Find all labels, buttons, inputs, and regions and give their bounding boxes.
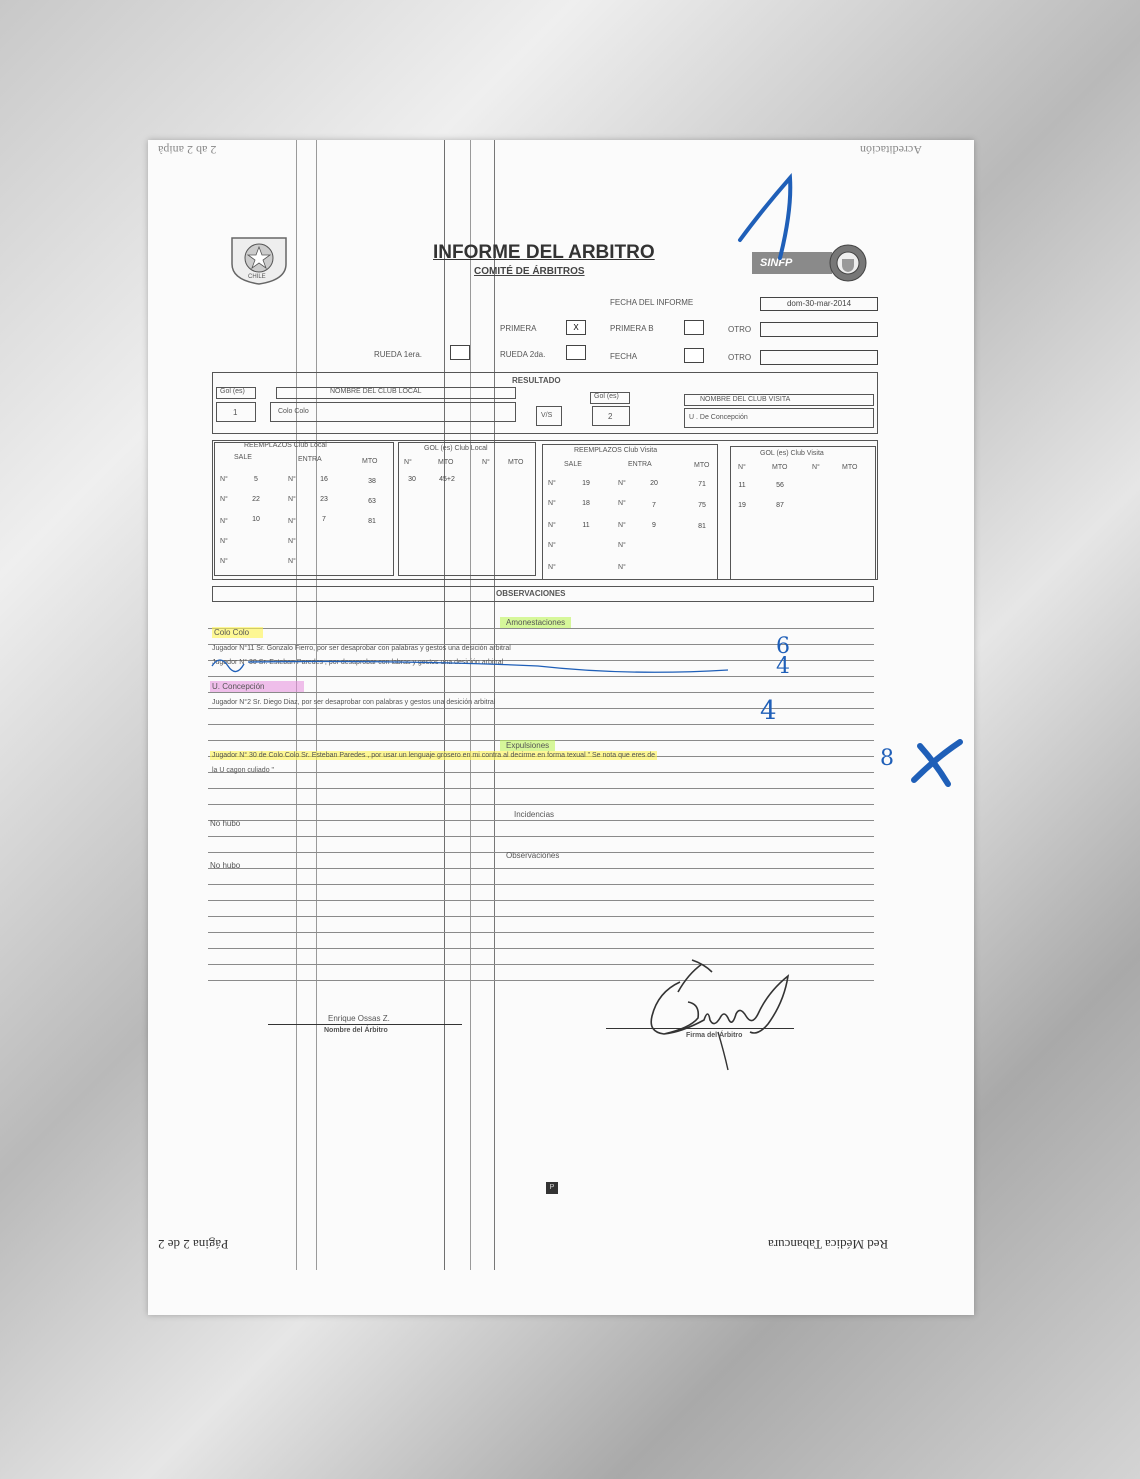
rueda2-label: RUEDA 2da.	[500, 350, 546, 359]
scribble-strike	[208, 652, 768, 676]
page-title: INFORME DEL ARBITRO	[433, 242, 655, 263]
visit-goals: 2	[608, 412, 613, 421]
resultado-title: RESULTADO	[512, 376, 561, 385]
n-label: N°	[220, 558, 228, 565]
rueda1-checkbox	[450, 345, 470, 360]
otro-field	[760, 322, 878, 337]
fecha-label: FECHA	[610, 352, 638, 361]
reemp-visita-mto: 81	[698, 523, 706, 530]
n-label: N°	[220, 538, 228, 545]
n-label: N°	[288, 496, 296, 503]
n-header: N°	[812, 464, 820, 471]
otro2-field	[760, 350, 878, 365]
expulsiones-label: Expulsiones	[500, 740, 555, 751]
reemp-visita-entra: 7	[652, 502, 656, 509]
vs-label: V/S	[541, 412, 553, 419]
logo-left-text: CHILE	[248, 274, 266, 280]
reemp-local-sale: 22	[252, 496, 260, 503]
page-subtitle: COMITÉ DE ÁRBITROS	[474, 266, 585, 277]
entra-header: ENTRA	[628, 461, 652, 468]
expulsion-line-2: la U cagon culiado "	[212, 767, 275, 774]
primera-checkbox: X	[566, 320, 586, 335]
handwritten-note-1: 6	[776, 634, 790, 659]
name-underline	[268, 1024, 462, 1025]
fecha-checkbox	[684, 348, 704, 363]
gol-local-label: Gol (es)	[220, 388, 245, 395]
n-label: N°	[288, 558, 296, 565]
mto-header: MTO	[508, 459, 524, 466]
handwritten-note-8: 8	[880, 746, 894, 771]
reemp-local-mto: 63	[368, 498, 376, 505]
gol-visita-title: GOL (es) Club Visita	[760, 450, 824, 457]
n-label: N°	[548, 480, 556, 487]
reemp-visita-sale: 18	[582, 500, 590, 507]
reemp-local-entra: 7	[322, 516, 326, 523]
reemp-local-mto: 81	[368, 518, 376, 525]
referee-signature	[628, 952, 798, 1072]
n-header: N°	[404, 459, 412, 466]
n-header: N°	[482, 459, 490, 466]
otro-label: OTRO	[728, 325, 752, 334]
gol-visit-label: Gol (es)	[594, 393, 619, 400]
n-label: N°	[618, 500, 626, 507]
fecha-informe-label: FECHA DEL INFORME	[610, 298, 694, 307]
gol-visita-n: 19	[738, 502, 746, 509]
mto-header: MTO	[362, 458, 378, 465]
reemp-visita-mto: 71	[698, 481, 706, 488]
otro2-label: OTRO	[728, 353, 752, 362]
local-name: Colo Colo	[278, 408, 309, 415]
firma-label: Firma del Árbitro	[686, 1032, 743, 1039]
logo-right-text: SINFP	[752, 252, 832, 274]
club1-label: Colo Colo	[212, 627, 263, 638]
reemp-local-entra: 23	[320, 496, 328, 503]
arbitro-name: Enrique Ossas Z.	[328, 1014, 390, 1023]
reemp-visita-mto: 75	[698, 502, 706, 509]
visit-name-label: NOMBRE DEL CLUB VISITA	[700, 396, 791, 403]
mto-header: MTO	[694, 462, 710, 469]
n-label: N°	[288, 518, 296, 525]
federation-logo	[226, 234, 292, 286]
badge-icon	[818, 244, 878, 282]
fecha-informe-value: dom-30-mar-2014	[760, 297, 878, 311]
reemp-visita-entra: 20	[650, 480, 658, 487]
mto-header: MTO	[842, 464, 858, 471]
observaciones-sub-label: Observaciones	[506, 851, 560, 860]
reemp-visita-entra: 9	[652, 522, 656, 529]
n-label: N°	[548, 542, 556, 549]
handwritten-note-3: 4	[760, 696, 777, 726]
local-name-label: NOMBRE DEL CLUB LOCAL	[330, 388, 422, 395]
n-label: N°	[618, 564, 626, 571]
club2-label: U. Concepción	[210, 681, 304, 692]
primera-b-checkbox	[684, 320, 704, 335]
rueda1-label: RUEDA 1era.	[374, 350, 423, 359]
gol-local-title: GOL (es) Club Local	[424, 445, 488, 452]
mirror-text-clinic: Red Médica Tabancura	[768, 1237, 889, 1252]
n-label: N°	[548, 564, 556, 571]
rueda2-checkbox	[566, 345, 586, 360]
n-label: N°	[220, 518, 228, 525]
primera-b-label: PRIMERA B	[610, 324, 654, 333]
n-label: N°	[548, 500, 556, 507]
handwritten-note-2: 4	[776, 654, 790, 679]
scanned-document	[148, 140, 974, 1315]
arbitro-name-label: Nombre del Árbitro	[324, 1027, 388, 1034]
visit-name: U . De Concepción	[689, 414, 748, 421]
reemp-visita-title: REEMPLAZOS Club Visita	[574, 447, 658, 454]
reemp-local-entra: 16	[320, 476, 328, 483]
mto-header: MTO	[772, 464, 788, 471]
sale-header: SALE	[234, 454, 252, 461]
mirror-text-top-right: Acreditación	[860, 143, 922, 157]
gol-visita-mto: 87	[776, 502, 784, 509]
signature-underline	[606, 1028, 794, 1029]
reemp-local-sale: 5	[254, 476, 258, 483]
amonestaciones-label: Amonestaciones	[500, 617, 571, 628]
n-label: N°	[618, 480, 626, 487]
reemp-visita-sale: 11	[582, 522, 590, 529]
page-marker: P	[546, 1182, 558, 1194]
handwritten-number-1	[732, 170, 812, 260]
n-label: N°	[288, 538, 296, 545]
reemp-visita-sale: 19	[582, 480, 590, 487]
primera-label: PRIMERA	[500, 324, 537, 333]
gol-local-n: 30	[408, 476, 416, 483]
gol-local-mto: 45+2	[439, 476, 455, 483]
observaciones-value: No hubo	[210, 861, 241, 870]
gol-visita-n: 11	[738, 482, 746, 489]
n-label: N°	[548, 522, 556, 529]
reemp-local-sale: 10	[252, 516, 260, 523]
n-label: N°	[288, 476, 296, 483]
mirror-text-page: Página 2 de 2	[158, 1237, 229, 1252]
n-label: N°	[618, 542, 626, 549]
observaciones-title: OBSERVACIONES	[496, 589, 566, 598]
n-label: N°	[220, 496, 228, 503]
amonestacion-line-3: Jugador N°2 Sr. Diego Diaz, por ser desaprobar con palabras y gestos una desición arbitral	[212, 699, 496, 706]
reemp-local-title: REEMPLAZOS Club Local	[244, 442, 327, 449]
entra-header: ENTRA	[298, 456, 322, 463]
amonestacion-line-2: Jugador N° 30 Sr. Esteban Paredes , por desaprobar con labras y gestos una desición arbitral	[212, 659, 504, 666]
n-label: N°	[220, 476, 228, 483]
mto-header: MTO	[438, 459, 454, 466]
incidencias-label: Incidencias	[514, 810, 555, 819]
local-goals: 1	[233, 408, 238, 417]
sale-header: SALE	[564, 461, 582, 468]
mirror-text-top-left: 2 ab 2 anipà	[158, 143, 217, 157]
reemp-local-mto: 38	[368, 478, 376, 485]
n-header: N°	[738, 464, 746, 471]
gol-visita-mto: 56	[776, 482, 784, 489]
expulsion-line-1: Jugador N° 30 de Colo Colo Sr. Esteban Paredes , por usar un lenguaje grosero en mi contra al decirme en forma texual " Se nota que eres de	[212, 752, 656, 759]
n-label: N°	[618, 522, 626, 529]
handwritten-x-mark	[906, 738, 966, 788]
incidencias-value: No hubo	[210, 819, 241, 828]
amonestacion-line-1: Jugador N°11 Sr. Gonzalo Fierro, por ser desaprobar con palabras y gestos una desición arbitral	[212, 645, 511, 652]
